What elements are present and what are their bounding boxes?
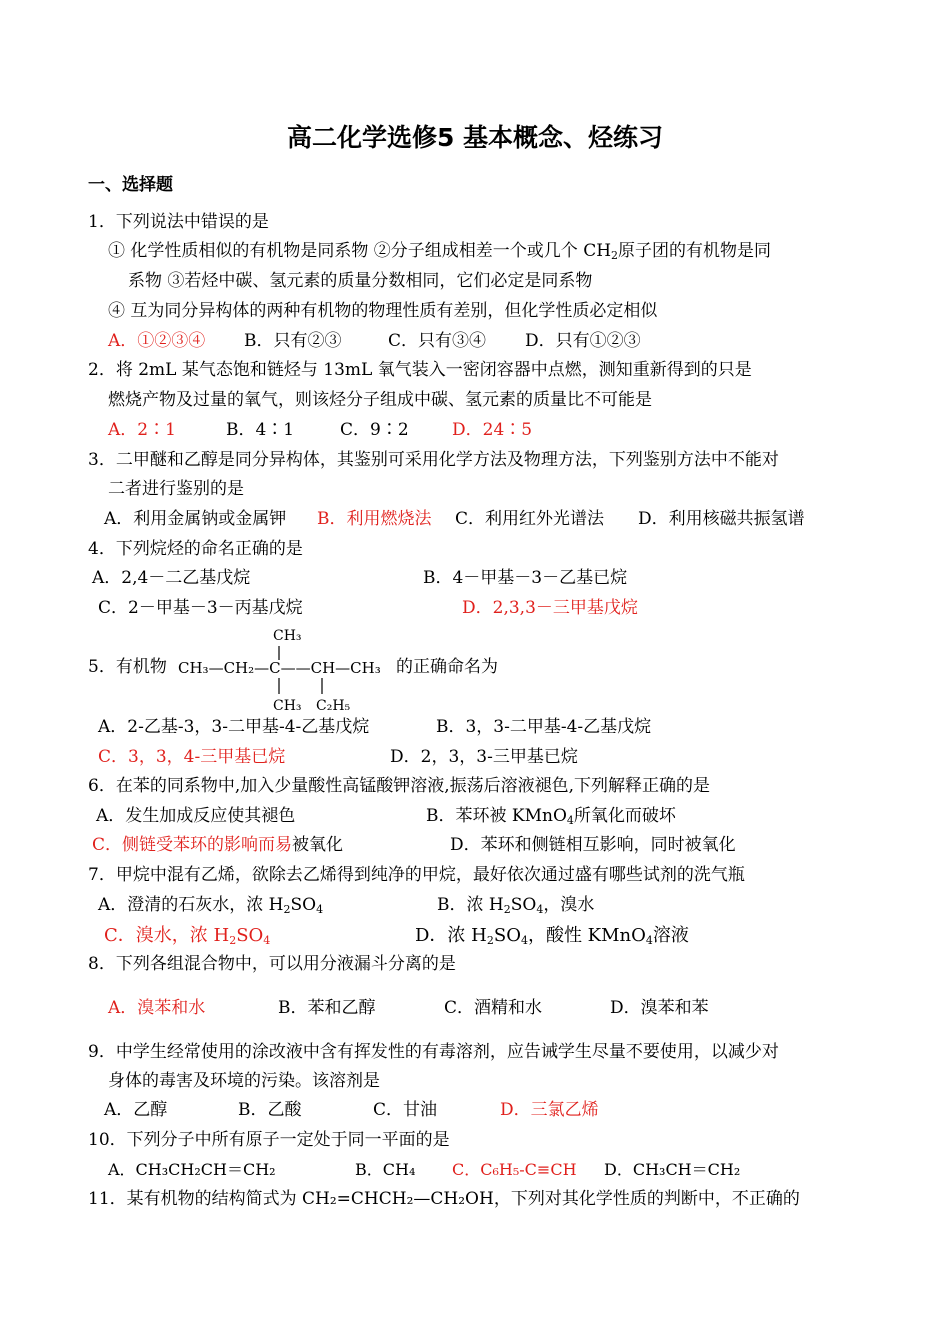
q7-d4-text: 溶液 (652, 925, 689, 946)
q7-d2-text: SO (493, 925, 521, 946)
q2-stem-2: 燃烧产物及过量的氧气，则该烃分子组成中碳、氢元素的质量比不可能是 (108, 390, 652, 410)
q11-stem: 11．某有机物的结构简式为 CH₂=CHCH₂—CH₂OH，下列对其化学性质的判断中，不正确的 (88, 1189, 800, 1209)
page-title: 高二化学选修5 基本概念、烃练习 (286, 123, 664, 152)
q8-option-c: C．酒精和水 (444, 998, 543, 1018)
q8-stem: 8．下列各组混合物中，可以用分液漏斗分离的是 (88, 954, 456, 974)
q5-stem-prefix: 5．有机物 (88, 657, 167, 677)
q9-option-d: D．三氯乙烯 (500, 1100, 599, 1120)
q1-statement-1: ① 化学性质相似的有机物是同系物 ②分子组成相差一个或几个 $CH_2$原子团的有机物是同 (108, 241, 772, 262)
q1-stem: 1．下列说法中错误的是 (88, 212, 269, 232)
q7-a-text: A．澄清的石灰水，浓 H (98, 895, 284, 915)
q2-option-d: D．24∶5 (452, 420, 533, 440)
q7-c2-text: SO (236, 925, 264, 946)
q5-option-b: B．3，3-二甲基-4-乙基戊烷 (436, 717, 652, 737)
q9-option-b: B．乙酸 (238, 1100, 302, 1120)
q6-option-a: A．发生加成反应使其褪色 (96, 806, 296, 826)
q7-option-c: C．溴水，浓 $H_2SO_4$ (104, 925, 271, 947)
q3-option-b: B．利用燃烧法 (317, 509, 432, 529)
q2-option-b: B．4∶1 (226, 420, 295, 440)
q7-option-d: D．浓 $H_2SO_4$，酸性 KMnO$_4$溶液 (415, 925, 689, 947)
q2-option-c: C．9∶2 (340, 420, 409, 440)
q7-option-a: A．澄清的石灰水，浓 $H_2SO_4$ (98, 895, 324, 916)
q9-option-a: A．乙醇 (104, 1100, 168, 1120)
formula-main-chain: CH₃—CH₂—C——CH—CH₃ (178, 659, 381, 677)
q6-option-d: D．苯环和侧链相互影响，同时被氧化 (450, 835, 736, 855)
q10-option-d: D．CH₃CH＝CH₂ (604, 1160, 741, 1179)
q4-option-d: D．2,3,3－三甲基戊烷 (462, 598, 638, 618)
q6-option-b: B．苯环被 KMnO$_4$所氧化而破坏 (426, 806, 676, 827)
q1-option-c: C．只有③④ (388, 331, 487, 351)
q2-stem: 2．将 2mL 某气态饱和链烃与 13mL 氧气装入一密闭容器中点燃，测知重新得到的只是 (88, 360, 752, 380)
q7-b-text: B．浓 H (437, 895, 504, 915)
q7-d3-text: ，酸性 KMnO (527, 925, 646, 946)
formula-top-ch3: CH₃ (273, 628, 302, 644)
q4-option-b: B．4－甲基－3－乙基已烷 (423, 568, 628, 588)
q3-stem-2: 二者进行鉴别的是 (108, 479, 244, 499)
q7-b2-text: SO (510, 895, 537, 915)
q1-option-d: D．只有①②③ (525, 331, 641, 351)
q8-option-d: D．溴苯和苯 (610, 998, 709, 1018)
formula-bottom-ch3: CH₃ (273, 698, 302, 714)
q7-b3-text: ，溴水 (543, 895, 595, 915)
q10-option-a: A．CH₃CH₂CH＝CH₂ (108, 1160, 276, 1179)
q5-option-d: D．2，3，3-三甲基已烷 (390, 747, 578, 767)
q5-stem-suffix: 的正确命名为 (396, 657, 498, 677)
formula-bottom-c2h5: C₂H₅ (316, 698, 351, 714)
q3-option-a: A．利用金属钠或金属钾 (104, 509, 287, 529)
q10-stem: 10．下列分子中所有原子一定处于同一平面的是 (88, 1130, 450, 1150)
q3-option-d: D．利用核磁共振氢谱 (638, 509, 805, 529)
q1-s1b-text: 原子团的有机物是同 (618, 241, 772, 261)
q1-statement-2: 系物 ③若烃中碳、氢元素的质量分数相同，它们必定是同系物 (128, 271, 593, 291)
q9-option-c: C．甘油 (373, 1100, 438, 1120)
q1-statement-3: ④ 互为同分异构体的两种有机物的物理性质有差别，但化学性质必定相似 (108, 301, 658, 321)
q7-d-text: D．浓 H (415, 925, 487, 946)
q1-option-a: A．①②③④ (108, 331, 206, 351)
q3-option-c: C．利用红外光谱法 (455, 509, 605, 529)
q1-s1-text: ① 化学性质相似的有机物是同系物 ②分子组成相差一个或几个 CH (108, 241, 612, 261)
q9-stem: 9．中学生经常使用的涂改液中含有挥发性的有毒溶剂，应告诫学生尽量不要使用，以减少对 (88, 1042, 779, 1062)
q6-b2-text: 所氧化而破坏 (573, 806, 676, 826)
q7-stem: 7．甲烷中混有乙烯，欲除去乙烯得到纯净的甲烷，最好依次通过盛有哪些试剂的洗气瓶 (88, 865, 745, 885)
q6-stem: 6．在苯的同系物中,加入少量酸性高锰酸钾溶液,振荡后溶液褪色,下列解释正确的是 (88, 776, 711, 796)
q10-option-b: B．CH₄ (355, 1160, 416, 1179)
q4-stem: 4．下列烷烃的命名正确的是 (88, 539, 303, 559)
q10-option-c: C．C₆H₅-C≡CH (452, 1160, 577, 1179)
q9-stem-2: 身体的毒害及环境的污染。该溶剂是 (108, 1071, 380, 1091)
q1-option-b: B．只有②③ (244, 331, 342, 351)
q5-option-a: A．2-乙基-3，3-二甲基-4-乙基戊烷 (98, 717, 370, 737)
q6-b-text: B．苯环被 KMnO (426, 806, 567, 826)
q5-structural-formula (176, 624, 396, 716)
q2-option-a: A．2∶1 (108, 420, 176, 440)
q7-option-b: B．浓 $H_2SO_4$，溴水 (437, 895, 595, 916)
q4-option-c: C．2－甲基－3－丙基戊烷 (98, 598, 303, 618)
q5-option-c: C．3，3，4-三甲基已烷 (98, 747, 286, 767)
q6-c-text: C．侧链受苯环的影响而易 (92, 835, 293, 855)
q8-option-a: A．溴苯和水 (108, 998, 206, 1018)
q3-stem: 3．二甲醚和乙醇是同分异构体，其鉴别可采用化学方法及物理方法，下列鉴别方法中不能对 (88, 450, 779, 470)
q6-c2-text: 被氧化 (292, 835, 344, 855)
q8-option-b: B．苯和乙醇 (278, 998, 376, 1018)
section-heading: 一、选择题 (88, 175, 173, 195)
q4-option-a: A．2,4－二乙基戊烷 (92, 568, 251, 588)
q6-option-c (92, 834, 343, 856)
q7-c-text: C．溴水，浓 H (104, 925, 230, 946)
q7-a2-text: SO (290, 895, 317, 915)
